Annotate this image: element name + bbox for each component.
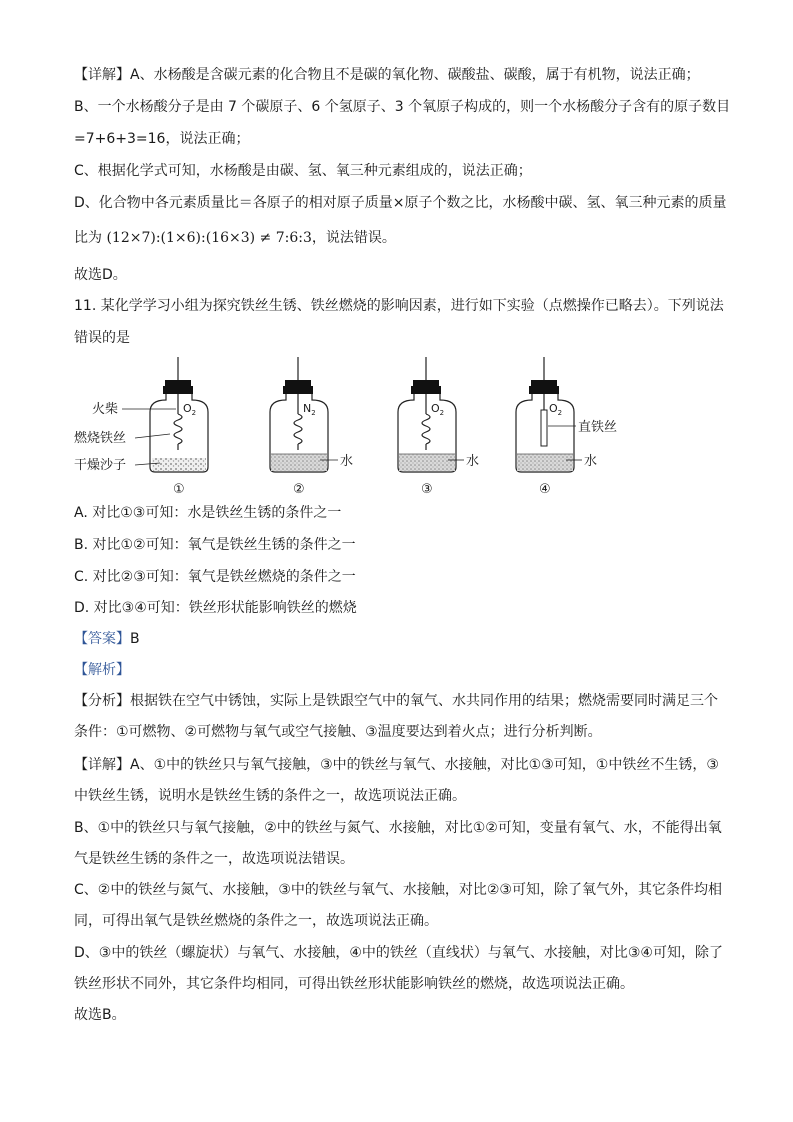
answer-tag: 【答案】 [74, 631, 130, 647]
analysis-detail-c: C、②中的铁丝与氮气、水接触，③中的铁丝与氧气、水接触，对比②③可知，除了氧气外，其它条件均相 [74, 882, 722, 898]
straight-wire [541, 410, 547, 446]
water [271, 454, 327, 471]
iron-coil [422, 414, 430, 444]
water [517, 454, 573, 471]
analysis-tag: 【解析】 [74, 662, 130, 678]
bottle-3 [398, 357, 479, 497]
dry-sand [152, 458, 206, 471]
analysis-detail-b-cont: 气是铁丝生锈的条件之一，故选项说法错误。 [74, 851, 354, 867]
label-dry-sand: 干燥沙子 [74, 458, 127, 473]
analysis-detail-b: B、①中的铁丝只与氧气接触，②中的铁丝与氮气、水接触，对比①②可知，变量有氧气、水，不能得出氧 [74, 820, 722, 836]
water-label: 水 [340, 454, 354, 469]
water-label: 水 [466, 454, 480, 469]
iron-coil [294, 414, 302, 444]
bottle-1 [150, 357, 208, 497]
caption-2: ② [293, 482, 305, 497]
analysis-detail-c-cont: 同，可得出氧气是铁丝燃烧的条件之一，故选项说法正确。 [74, 913, 438, 929]
gas-label: $O_2$ [183, 402, 197, 417]
option-a: A. 对比①③可知：水是铁丝生锈的条件之一 [74, 505, 342, 521]
detail-paragraph-d: D、化合物中各元素质量比＝各原子的相对原子质量×原子个数之比，水杨酸中碳、氢、氧三种元素的质量 [74, 195, 727, 211]
question-stem-cont: 错误的是 [74, 330, 130, 346]
question-stem: 11. 某化学学习小组为探究铁丝生锈、铁丝燃烧的影响因素，进行如下实验（点燃操作已略去）。下列说法 [74, 298, 724, 314]
fenxi-tag: 【分析】 [74, 693, 130, 709]
caption-1: ① [173, 482, 185, 497]
gas-label: $N_2$ [303, 402, 316, 417]
label-burning-wire: 燃烧铁丝 [74, 431, 127, 446]
bottle-4 [516, 357, 617, 497]
analysis-detail-a: 【详解】A、①中的铁丝只与氧气接触，③中的铁丝与氧气、水接触，对比①③可知，①中铁丝不生锈，③ [74, 757, 719, 773]
water-label: 水 [584, 454, 598, 469]
caption-4: ④ [539, 482, 551, 497]
detail-paragraph-d-cont: 比为 (12×7):(1×6):(16×3) ≠ 7:6:3，说法错误。 [74, 230, 396, 246]
detail-tag: 【详解】 [74, 67, 130, 83]
straight-wire-label: 直铁丝 [578, 420, 618, 435]
option-b: B. 对比①②可知：氧气是铁丝生锈的条件之一 [74, 537, 356, 553]
analysis-fenxi: 【分析】根据铁在空气中锈蚀，实际上是铁跟空气中的氧气、水共同作用的结果；燃烧需要同时满足三个 [74, 693, 718, 709]
option-c: C. 对比②③可知：氧气是铁丝燃烧的条件之一 [74, 569, 356, 585]
mass-ratio-formula: (12×7):(1×6):(16×3) ≠ 7:6:3 [106, 230, 312, 246]
iron-coil [174, 414, 182, 444]
label-match: 火柴 [92, 402, 119, 417]
analysis-detail-a-cont: 中铁丝生锈，说明水是铁丝生锈的条件之一，故选项说法正确。 [74, 788, 466, 804]
answer-value: B [130, 631, 140, 647]
water [399, 454, 455, 471]
detail-paragraph-b: B、一个水杨酸分子是由 7 个碳原子、6 个氢原子、3 个氧原子构成的，则一个水杨酸分子含有的原子数目 [74, 99, 731, 115]
caption-3: ③ [421, 482, 433, 497]
option-d: D. 对比③④可知：铁丝形状能影响铁丝的燃烧 [74, 600, 357, 616]
conclusion-2: 故选B。 [74, 1007, 126, 1023]
analysis-fenxi-cont: 条件：①可燃物、②可燃物与氧气或空气接触、③温度要达到着火点；进行分析判断。 [74, 724, 602, 740]
analysis-detail-d-cont: 铁丝形状不同外，其它条件均相同，可得出铁丝形状能影响铁丝的燃烧，故选项说法正确。 [74, 976, 634, 992]
gas-label: $O_2$ [549, 402, 563, 417]
detail-tag: 【详解】 [74, 757, 130, 773]
conclusion-1: 故选D。 [74, 267, 127, 283]
answer [74, 629, 140, 649]
detail-paragraph-c: C、根据化学式可知，水杨酸是由碳、氢、氧三种元素组成的，说法正确； [74, 163, 532, 179]
analysis-detail-d: D、③中的铁丝（螺旋状）与氧气、水接触，④中的铁丝（直线状）与氧气、水接触，对比③④可知，除了 [74, 945, 723, 961]
bottle-2 [270, 357, 353, 497]
detail-paragraph-a: 【详解】A、水杨酸是含碳元素的化合物且不是碳的氧化物、碳酸盐、碳酸，属于有机物，说法正确； [74, 67, 700, 83]
gas-label: $O_2$ [431, 402, 445, 417]
experiment-figure [70, 352, 630, 500]
detail-paragraph-b-cont: =7+6+3=16，说法正确； [74, 131, 250, 147]
